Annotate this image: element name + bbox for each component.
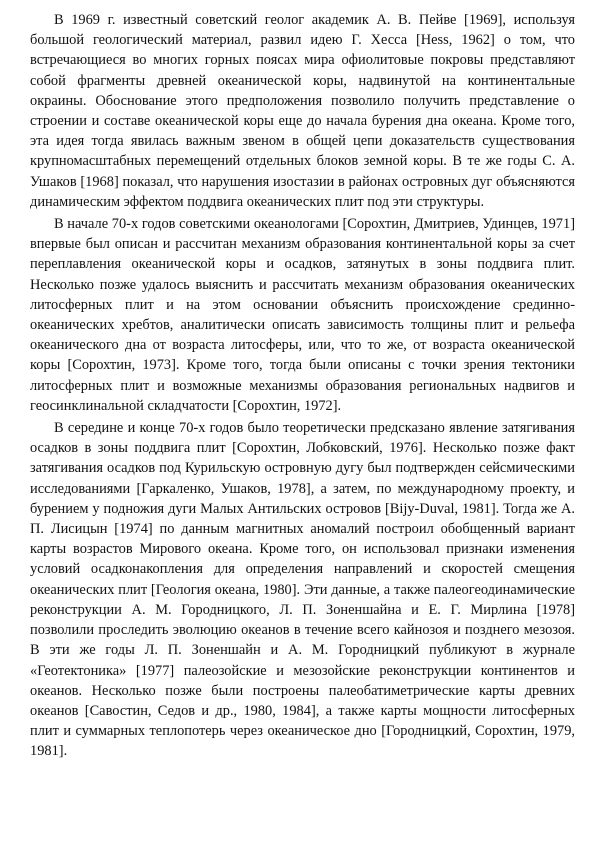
paragraph-2: В начале 70-х годов советскими океанологами [Сорохтин, Дмитриев, Удинцев, 1971] впервые был описан и рассчитан механизм образования континентальной коры за счет переплавления океанической коры и осадков, затянутых в зоны поддвига плит. Несколько позже удалось выяснить и рассчитать механизм образования океанических литосферных плит и на этом основании объяснить происхождение срединно-океанических хребтов, аналитически описать зависимость толщины плит и рельефа океанического дна от возраста литосферы, или, что то же, от возраста океанической коры [Сорохтин, 1973]. Кроме того, тогда были описаны с точки зрения тектоники литосферных плит и возможные механизмы образования региональных надвигов и геосинклинальной складчатости [Сорохтин, 1972]. <box>30 216 575 414</box>
document-page <box>30 10 575 764</box>
paragraph-1: В 1969 г. известный советский геолог академик А. В. Пейве [1969], используя большой геологический материал, развил идею Г. Хесса [Hess, 1962] о том, что встречающиеся во многих горных поясах мира офиолитовые покровы представляют собой фрагменты древней океанической коры, надвинутой на континентальные окраины. Обоснование этого предположения позволило получить представление о строении и составе океанической коры еще до начала бурения дна океана. Кроме того, эта идея тогда явилась важным звеном в общей цепи доказательств существования крупномасштабных перемещений отдельных блоков земной коры. В те же годы С. А. Ушаков [1968] показал, что нарушения изостазии в районах островных дуг объясняются динамическим эффектом поддвига океанических плит под эти структуры. <box>30 12 575 210</box>
paragraph-3: В середине и конце 70-х годов было теоретически предсказано явление затягивания осадков в зоны поддвига плит [Сорохтин, Лобковский, 1976]. Несколько позже факт затягивания осадков под Курильскую островную дугу был подтвержден сейсмическими исследованиями [Гаркаленко, Ушаков, 1978], а затем, по международному проекту, и бурением у подножия дуги Малых Антильских островов [Bijy-Duval, 1981]. Тогда же А. П. Лисицын [1974] по данным магнитных аномалий построил обобщенный вариант карты возрастов Мирового океана. Кроме того, он использовал признаки изменения условий осадконакопления для определения направлений и скоростей смещения океанических плит [Геология океана, 1980]. Эти данные, а также палеогеодинамические реконструкции А. М. Городницкого, Л. П. Зоненшайна и Е. Г. Мирлина [1978] позволили проследить эволюцию океанов в течение всего кайнозоя и позднего мезозоя. В эти же годы Л. П. Зоненшайн и А. М. Городницкий публикуют в журнале «Геотектоника» [1977] палеозойские и мезозойские реконструкции континентов и океанов. Несколько позже были построены палеобатиметрические карты древних океанов [Савостин, Седов и др., 1980, 1984], а также карты мощности литосферных плит и суммарных теплопотерь через океаническое дно [Городницкий, Сорохтин, 1979, 1981]. <box>30 420 575 760</box>
